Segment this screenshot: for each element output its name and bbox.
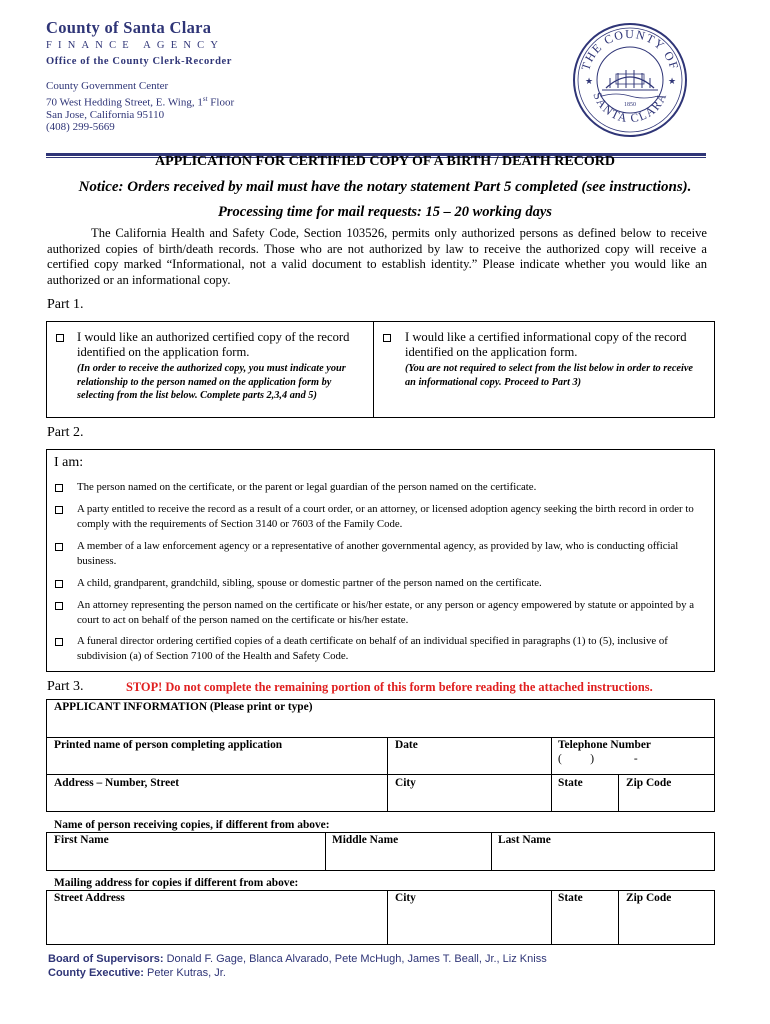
relationship-option-1: The person named on the certificate, or the parent or legal guardian of the person named on the certificate.	[77, 481, 537, 493]
first-name-field[interactable]: First Name	[54, 834, 109, 846]
svg-text:★: ★	[585, 76, 594, 86]
exec-name: Peter Kutras, Jr.	[147, 967, 226, 979]
authorized-copy-note: (In order to receive the authorized copy, you must indicate your relationship to the person named on the application form by selecting from the list below. Complete parts 2,3,4 and 5)	[77, 363, 346, 402]
exec-label: County Executive:	[48, 967, 144, 979]
grid-line	[46, 774, 715, 775]
svg-text:1850: 1850	[624, 102, 636, 108]
mailing-state-field[interactable]: State	[558, 892, 583, 904]
part1-divider	[373, 321, 374, 418]
telephone-field[interactable]: Telephone Number	[558, 739, 651, 751]
grid-line	[551, 737, 552, 812]
applicant-info-header: APPLICANT INFORMATION (Please print or type)	[54, 701, 313, 713]
grid-line	[387, 890, 388, 945]
stop-warning: STOP! Do not complete the remaining portion of this form before reading the attached instructions.	[126, 680, 653, 694]
mailing-city-field[interactable]: City	[395, 892, 416, 904]
relationship-checkbox-4[interactable]	[55, 580, 63, 588]
address-line-3: San Jose, California 95110	[46, 108, 165, 121]
county-title: County of Santa Clara	[46, 18, 212, 37]
receiving-header: Name of person receiving copies, if different from above:	[54, 819, 330, 831]
relationship-checkbox-6[interactable]	[55, 638, 63, 646]
svg-text:THE COUNTY OF: THE COUNTY OF	[578, 26, 682, 73]
svg-text:SANTA CLARA: SANTA CLARA	[590, 89, 670, 126]
authorized-copy-checkbox[interactable]	[56, 334, 64, 342]
relationship-option-5: An attorney representing the person named on the certificate or his/her estate, or any person or agency empowered by statute or appointed by a court to act on behalf of the person named on the certificate or his/her estate.	[77, 599, 694, 626]
middle-name-field[interactable]: Middle Name	[332, 834, 399, 846]
address-line-1: County Government Center	[46, 80, 169, 92]
date-field[interactable]: Date	[395, 739, 418, 751]
grid-line	[325, 832, 326, 871]
footer-executive	[48, 966, 226, 980]
part3-label: Part 3.	[47, 679, 84, 694]
zip-field[interactable]: Zip Code	[626, 777, 672, 789]
part1-label: Part 1.	[47, 297, 84, 312]
mailing-header: Mailing address for copies if different from above:	[54, 877, 299, 889]
address-field[interactable]: Address – Number, Street	[54, 777, 180, 789]
last-name-field[interactable]: Last Name	[498, 834, 551, 846]
grid-line	[491, 832, 492, 871]
office-address	[46, 80, 234, 134]
informational-copy-label: I would like a certified informational copy of the record identified on the application form.	[405, 330, 687, 359]
agency-name: FINANCE AGENCY	[46, 40, 225, 51]
svg-text:★: ★	[668, 76, 677, 86]
processing-time: Processing time for mail requests: 15 – 20 working days	[218, 204, 552, 220]
address-line-4: (408) 299-5669	[46, 121, 115, 134]
relationship-option-6: A funeral director ordering certified copies of a death certificate on behalf of an individual specified in paragraphs (1) to (5), inclusive of subdivision (a) of Section 7100 of the Health and Safety Code.	[77, 635, 668, 662]
county-seal-icon	[572, 22, 688, 138]
printed-name-field[interactable]: Printed name of person completing application	[54, 739, 283, 751]
relationship-checkbox-1[interactable]	[55, 484, 63, 492]
grid-line	[387, 737, 388, 812]
grid-line	[618, 774, 619, 812]
board-names: Donald F. Gage, Blanca Alvarado, Pete McHugh, James T. Beall, Jr., Liz Kniss	[166, 953, 547, 965]
authorized-copy-label: I would like an authorized certified copy of the record identified on the application form.	[77, 330, 350, 359]
intro-paragraph: The California Health and Safety Code, Section 103526, permits only authorized persons as defined below to receive authorized copies of birth/death records. Those who are not authorized by law to receive the authorized copy will receive a certified copy marked “Informational, not a valid document to establish identity.” Please indicate whether you would like an authorized or an informational copy.	[47, 226, 707, 287]
relationship-checkbox-3[interactable]	[55, 543, 63, 551]
footer-board	[48, 952, 547, 966]
address-line-2: 70 West Hedding Street, E. Wing, 1st Floor	[46, 94, 235, 109]
relationship-checkbox-5[interactable]	[55, 602, 63, 610]
grid-line	[551, 890, 552, 945]
mailing-table	[46, 890, 715, 945]
office-name: Office of the County Clerk-Recorder	[46, 56, 233, 67]
board-label: Board of Supervisors:	[48, 953, 164, 965]
relationship-option-3: A member of a law enforcement agency or a representative of another governmental agency, as provided by law, who is conducting official business.	[77, 540, 679, 567]
city-field[interactable]: City	[395, 777, 416, 789]
mailing-zip-field[interactable]: Zip Code	[626, 892, 672, 904]
street-address-field[interactable]: Street Address	[54, 892, 125, 904]
grid-line	[46, 737, 715, 738]
informational-copy-note: (You are not required to select from the list below in order to receive an informational copy. Proceed to Part 3)	[405, 363, 694, 388]
grid-line	[618, 890, 619, 945]
phone-mask: ( ) -	[558, 753, 638, 765]
relationship-option-4: A child, grandparent, grandchild, sibling, spouse or domestic partner of the person named on the certificate.	[77, 577, 542, 589]
state-field[interactable]: State	[558, 777, 583, 789]
relationship-option-2: A party entitled to receive the record as a result of a court order, or an attorney, or licensed adoption agency seeking the birth record in order to comply with the requirements of Section 3140 or 7603 of the Family Code.	[77, 503, 694, 530]
i-am-label: I am:	[54, 455, 84, 470]
notice-text: Notice: Orders received by mail must have the notary statement Part 5 completed (see instructions).	[78, 179, 692, 195]
informational-copy-checkbox[interactable]	[383, 334, 391, 342]
relationship-checkbox-2[interactable]	[55, 506, 63, 514]
form-title: APPLICATION FOR CERTIFIED COPY OF A BIRTH / DEATH RECORD	[155, 154, 615, 169]
part2-label: Part 2.	[47, 425, 84, 440]
